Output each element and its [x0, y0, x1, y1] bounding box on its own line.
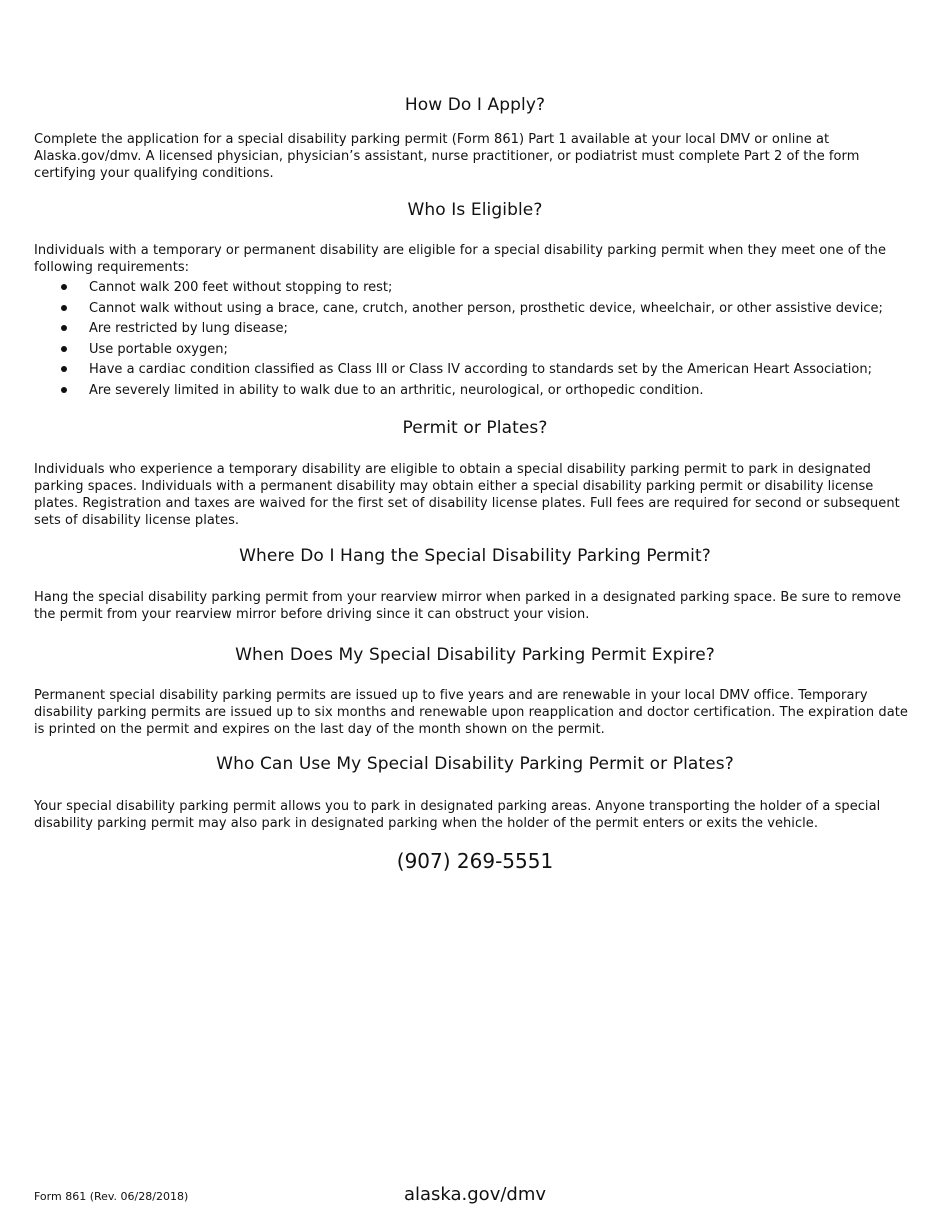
bullet-icon [61, 305, 67, 311]
bullet-icon [61, 387, 67, 393]
list-item [34, 300, 920, 321]
paragraph-how-do-i-apply: Complete the application for a special disability parking permit (Form 861) Part 1 available at your local DMV or online at Alaska.gov/dmv. A licensed physician, physician’s assistant, nurse practitioner, or podiatrist must complete Part 2 of the form certifying your qualifying conditions. [34, 132, 860, 181]
paragraph-who-is-eligible: Individuals with a temporary or permanent disability are eligible for a special disability parking permit when they meet one of the following requirements: [34, 243, 887, 275]
requirement-text: Are severely limited in ability to walk due to an arthritic, neurological, or orthopedic condition. [89, 382, 704, 398]
bullet-icon [61, 366, 67, 372]
list-item [34, 279, 920, 300]
requirement-text: Cannot walk 200 feet without stopping to rest; [89, 280, 393, 295]
requirement-text: Are restricted by lung disease; [89, 321, 288, 336]
bullet-icon [61, 346, 67, 352]
heading-how-do-i-apply: How Do I Apply? [404, 95, 546, 115]
paragraph-where-to-hang: Hang the special disability parking permit from your rearview mirror when parked in a designated parking space. Be sure to remove the permit from your rearview mirror before driving since it can obstruct your vision. [34, 590, 902, 622]
paragraph-permit-or-plates: Individuals who experience a temporary disability are eligible to obtain a special disability parking permit to park in designated parking spaces. Individuals with a permanent disability may obtain either a special disability parking permit or disability license plates. Registration and taxes are waived for the first set of disability license plates. Full fees are required for second or subsequent sets of disability license plates. [34, 462, 900, 528]
paragraph-permit-expiration: Permanent special disability parking permits are issued up to five years and are renewable in your local DMV office. Temporary disability parking permits are issued up to six months and renewable upon reapplication and doctor certification. The expiration date is printed on the permit and expires on the last day of the month shown on the permit. [34, 688, 908, 737]
form-revision-label: Form 861 (Rev. 06/28/2018) [34, 1190, 189, 1203]
list-item [34, 361, 920, 382]
heading-who-is-eligible: Who Is Eligible? [407, 200, 543, 220]
requirement-text: Use portable oxygen; [89, 341, 228, 357]
heading-who-can-use: Who Can Use My Special Disability Parking Permit or Plates? [216, 754, 734, 774]
heading-permit-expiration: When Does My Special Disability Parking Permit Expire? [235, 645, 715, 665]
list-item [34, 320, 920, 341]
bullet-icon [61, 284, 67, 290]
requirement-text: Have a cardiac condition classified as Class III or Class IV according to standards set by the American Heart Association; [89, 362, 872, 377]
heading-permit-or-plates: Permit or Plates? [402, 418, 548, 438]
list-item [34, 341, 920, 362]
paragraph-who-can-use: Your special disability parking permit allows you to park in designated parking areas. Anyone transporting the holder of a special disability parking permit may also park in designated parking when the holder of the permit enters or exits the vehicle. [34, 799, 881, 831]
heading-where-to-hang: Where Do I Hang the Special Disability Parking Permit? [239, 546, 711, 566]
bullet-icon [61, 325, 67, 331]
requirement-text: Cannot walk without using a brace, cane, crutch, another person, prosthetic device, wheelchair, or other assistive device; [89, 300, 883, 316]
eligibility-requirements-list [34, 279, 920, 402]
contact-phone-number: (907) 269-5551 [396, 849, 554, 873]
footer-website-url: alaska.gov/dmv [403, 1184, 547, 1205]
list-item [34, 382, 920, 403]
